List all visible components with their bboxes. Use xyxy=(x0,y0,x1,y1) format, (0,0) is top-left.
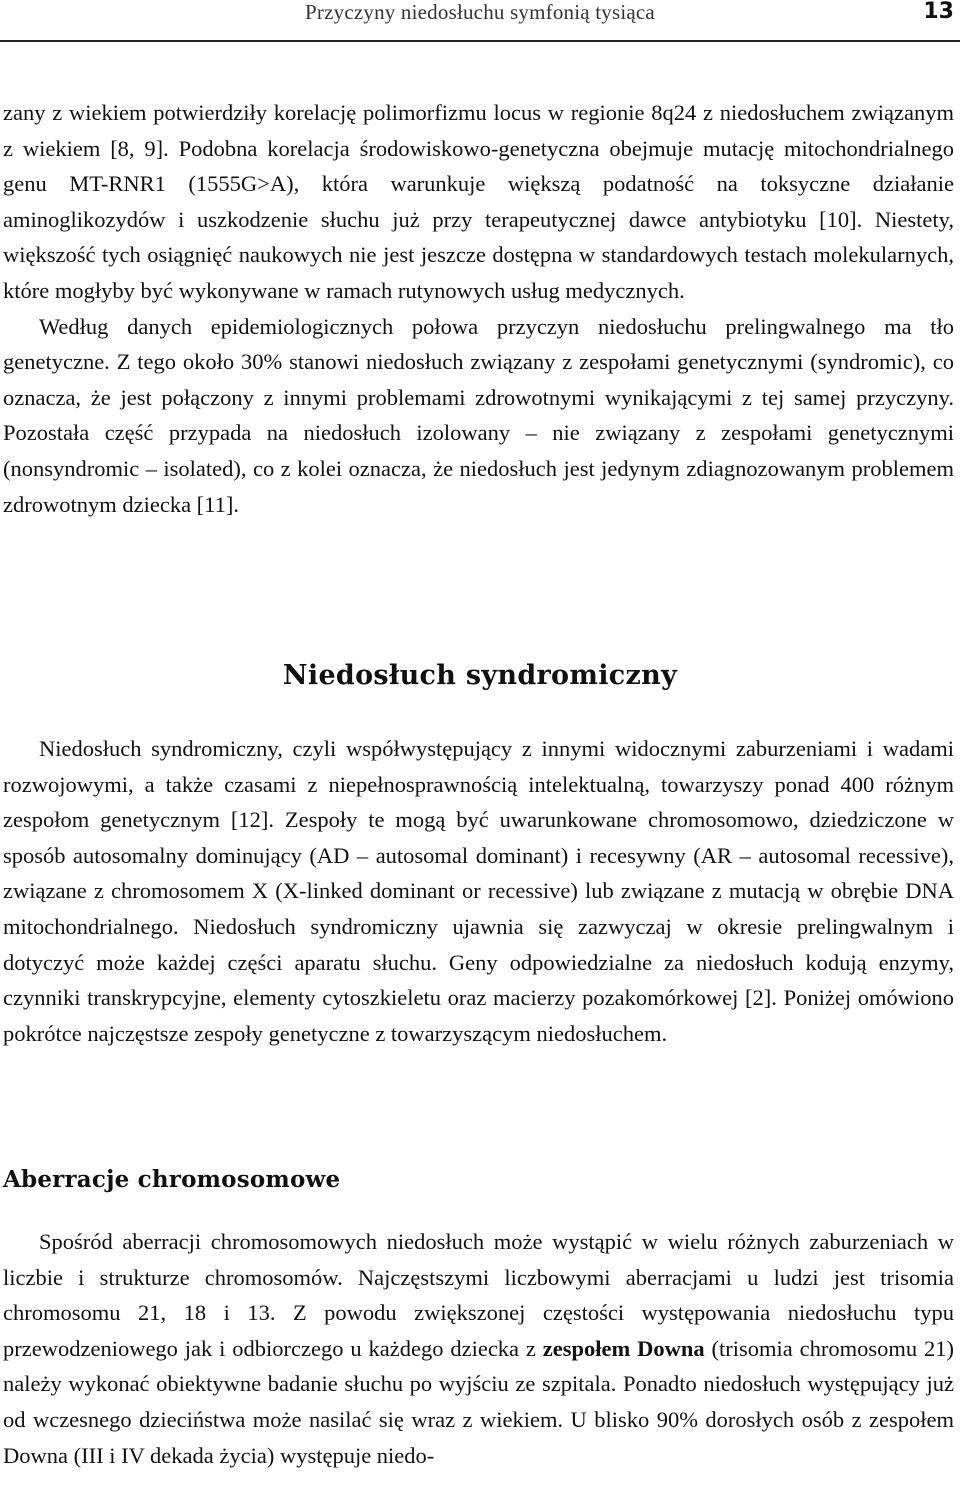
running-header-title: Przyczyny niedosłuchu symfonią tysiąca xyxy=(305,0,655,24)
paragraph-aberrations xyxy=(3,1224,954,1473)
paragraph-syndromic: Niedosłuch syndromiczny, czyli współwystępujący z innymi widocznymi zaburzeniami i wadami rozwojowymi, a także czasami z niepełnosprawnością intelektualną, towarzyszy ponad 400 różnym zespołom genetycznym [12]. Zespoły te mogą być uwarunkowane chromosomowo, dziedziczone w sposób autosomalny dominujący (AD – autosomal dominant) i recesywny (AR – autosomal recessive), związane z chromosomem X (X-linked dominant or recessive) lub związane z mutacją w obrębie DNA mitochondrialnego. Niedosłuch syndromiczny ujawnia się zazwyczaj w okresie prelingwalnym i dotyczyć może każdej części aparatu słuchu. Geny odpowiedzialne za niedosłuch kodują enzymy, czynniki transkrypcyjne, elementy cytoszkieletu oraz macierzy pozakomórkowej [2]. Poniżej omówiono pokrótce najczęstsze zespoły genetyczne z towarzyszącym niedosłuchem. xyxy=(3,736,954,1046)
body-section-syndromic xyxy=(3,731,954,1051)
running-header xyxy=(0,0,960,42)
paragraph-continued: zany z wiekiem potwierdziły korelację polimorfizmu locus w regionie 8q24 z niedosłuchem związanym z wiekiem [8, 9]. Podobna korelacja środowiskowo-genetyczna obejmuje mutację mitochondrialnego genu MT-RNR1 (1555G>A), która warunkuje większą podatność na toksyczne działanie aminoglikozydów i uszkodzenie słuchu już przy terapeutycznej dawce antybiotyku [10]. Niestety, większość tych osiągnięć naukowych nie jest jeszcze dostępna w standardowych testach molekularnych, które mogłyby być wykonywane w ramach rutynowych usług medycznych. xyxy=(3,100,954,303)
paragraph-epidemiology: Według danych epidemiologicznych połowa przyczyn niedosłuchu prelingwalnego ma tło genetyczne. Z tego około 30% stanowi niedosłuch związany z zespołami genetycznymi (syndromic), co oznacza, że jest połączony z innymi problemami zdrowotnymi wynikającymi z tej samej przyczyny. Pozostała część przypada na niedosłuch izolowany – nie związany z zespołami genetycznymi (nonsyndromic – isolated), co z kolei oznacza, że niedosłuch jest jedynym zdiagnozowanym problemem zdrowotnym dziecka [11]. xyxy=(3,313,954,517)
paragraph-text-before: Spośród aberracji chromosomowych niedosłuch może wystąpić w wielu różnych zaburzeniach w liczbie i strukturze chromosomów. Najczęstszymi liczbowymi aberracjami u ludzi jest trisomia chromosomu 21, 18 i 13. Z powodu zwiększonej częstości występowania niedosłuchu typu przewodzeniowego jak i odbiorczego u każdego dziecka z xyxy=(3,1229,954,1361)
page-number: 13 xyxy=(923,0,954,24)
section-heading-syndromic: Niedosłuch syndromiczny xyxy=(282,660,678,691)
body-section-aberrations xyxy=(3,1224,954,1473)
body-section-genetics xyxy=(3,95,954,522)
paragraph-text-after: (trisomia chromosomu 21) należy wykonać obiektywne badanie słuchu po wyjściu ze szpitala. Ponadto niedosłuch występujący już od wczesnego dzieciństwa może nasilać się wraz z wiekiem. U blisko 90% dorosłych osób z zespołem Downa (III i IV dekada życia) występuje niedo- xyxy=(3,1335,955,1468)
emphasis-down-syndrome: zespołem Downa xyxy=(542,1335,705,1361)
subheading-chromosomal-aberrations: Aberracje chromosomowe xyxy=(3,1166,341,1193)
